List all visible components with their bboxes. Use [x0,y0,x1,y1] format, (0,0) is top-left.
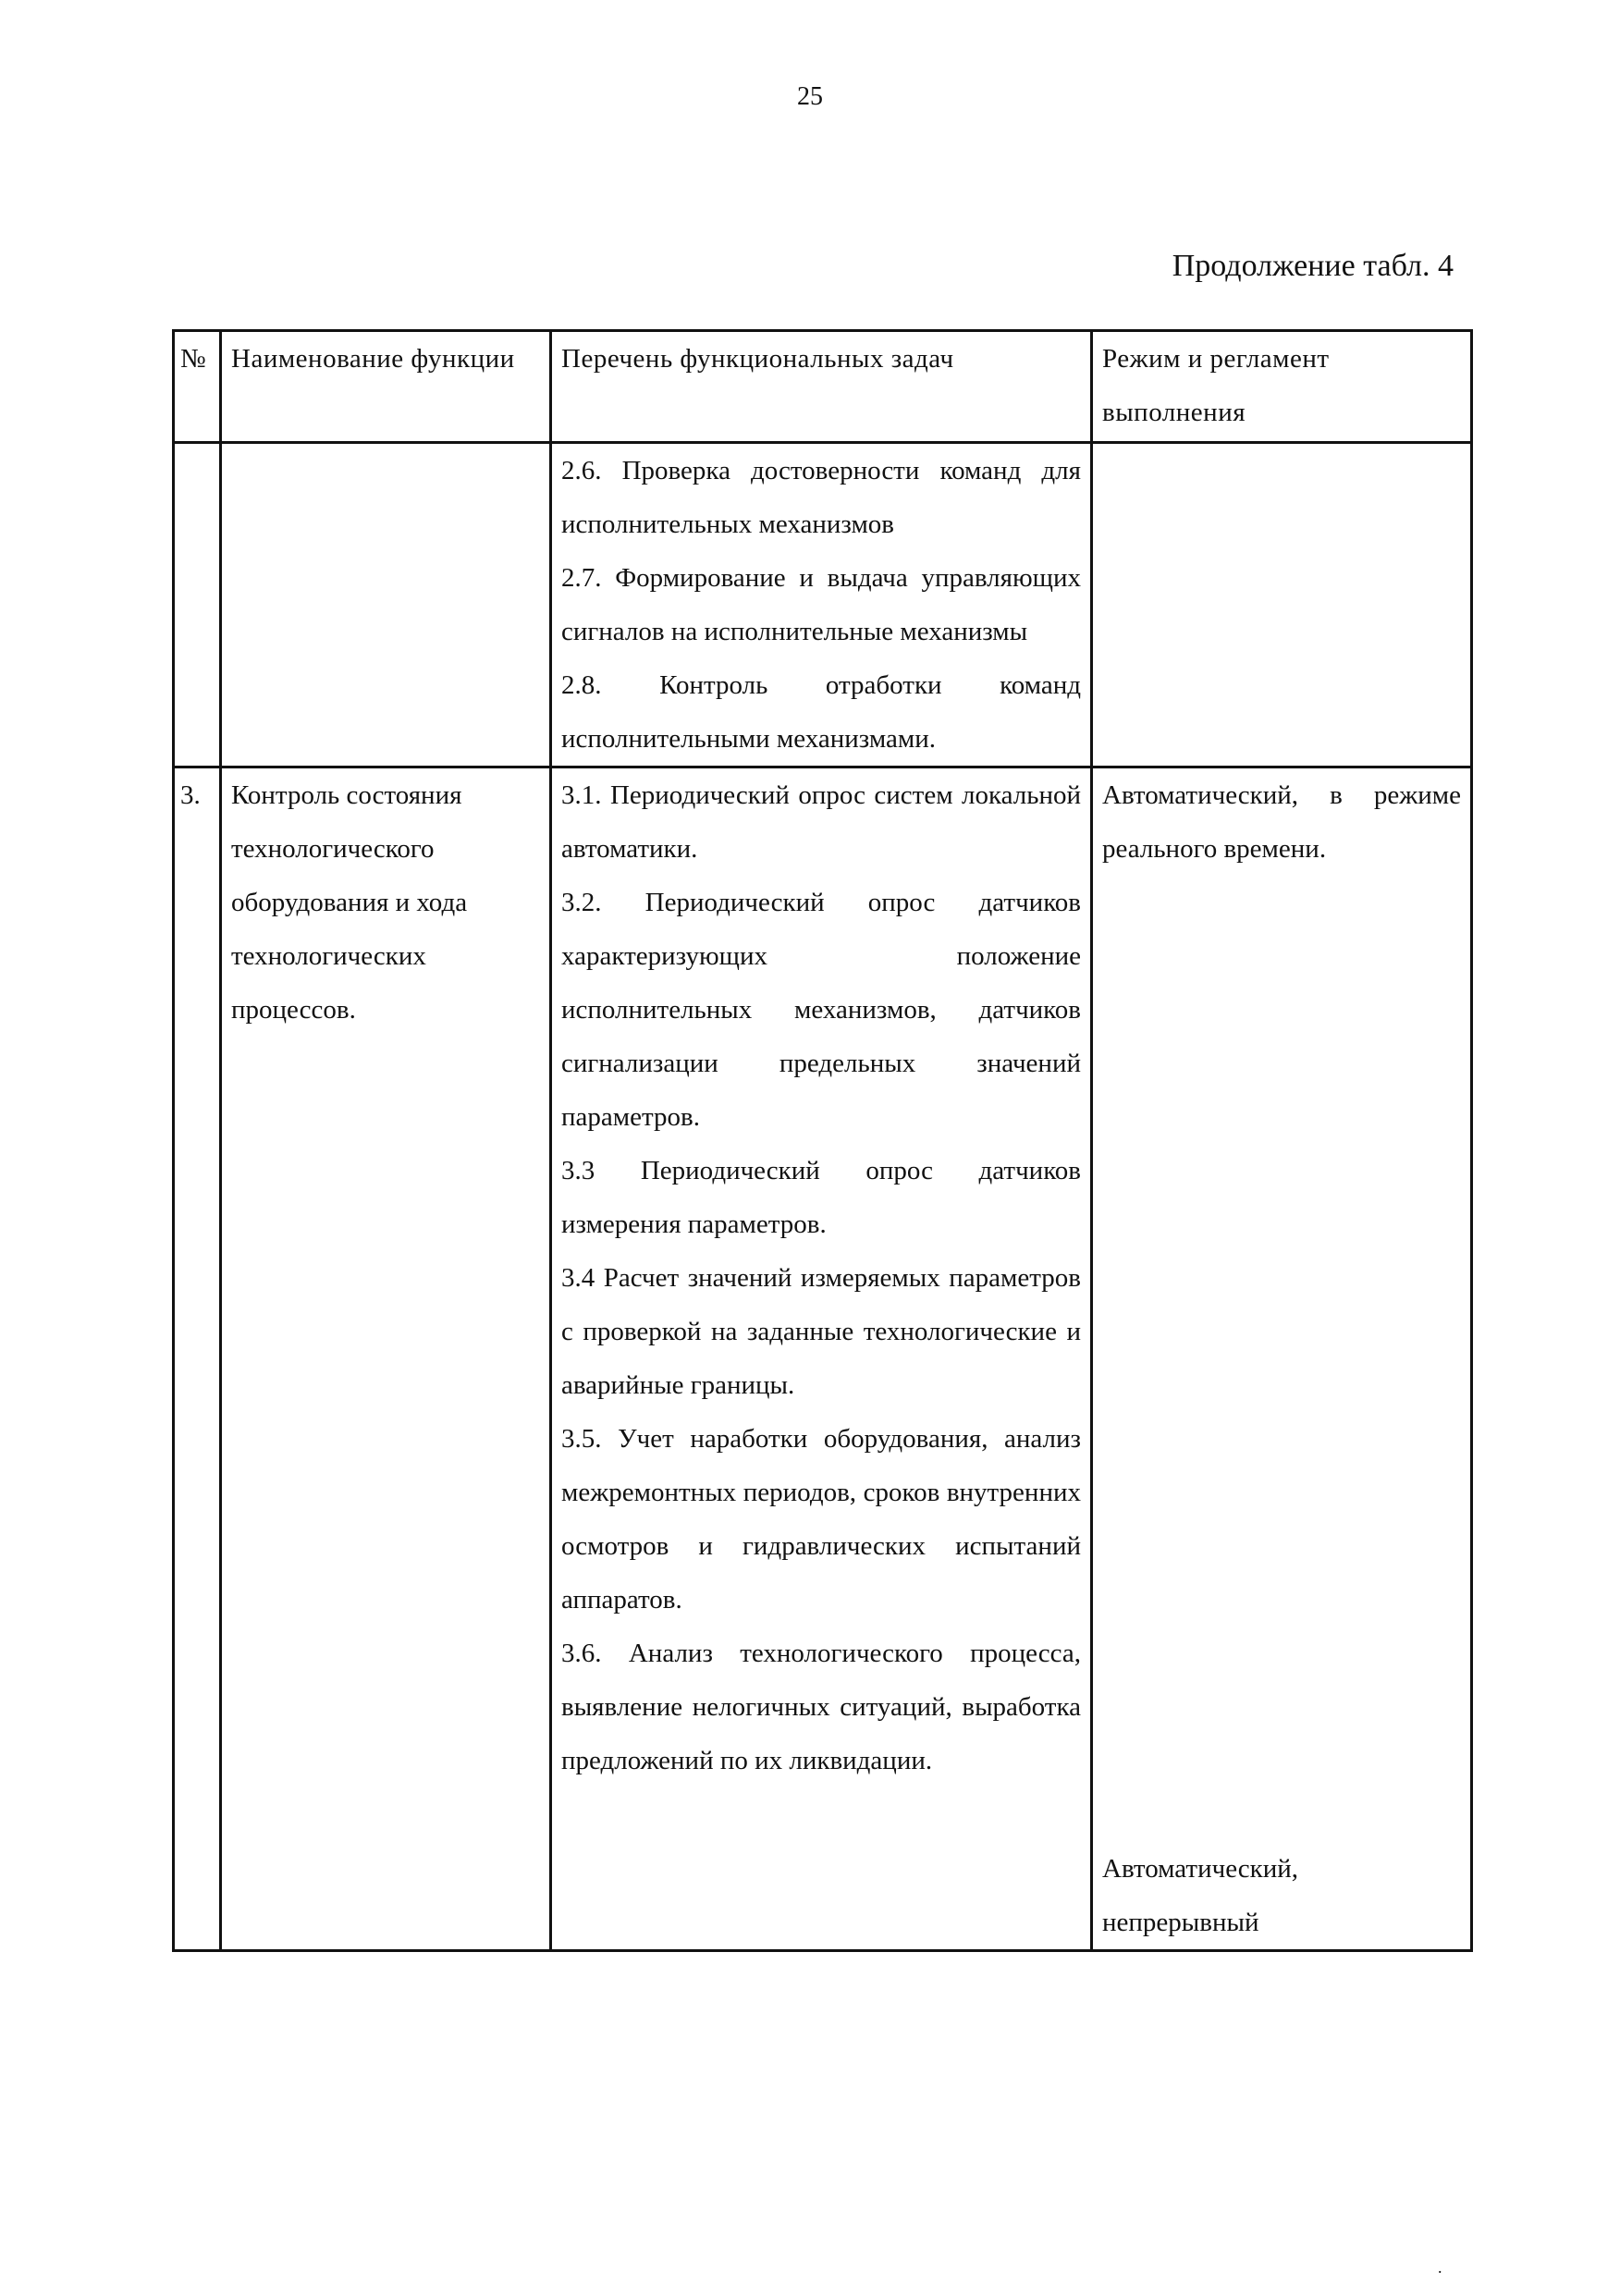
row-number: 3. [174,767,221,1951]
mode-text-secondary: Автоматический, непрерывный [1102,1854,1299,1937]
footer-mark: . [1438,2258,1442,2277]
header-mode: Режим и регламент выполнения [1092,331,1472,443]
functions-table [172,329,1473,1952]
row-mode [1092,443,1472,767]
row-number [174,443,221,767]
task-item: 3.4 Расчет значений измеряемых параметров с проверкой на заданные технологические и аварийные границы. [561,1263,1081,1400]
task-item: 2.6. Проверка достоверности команд для исполнительных механизмов [561,456,1081,539]
task-item: 3.3 Периодический опрос датчиков измерения параметров. [561,1156,1081,1239]
row-function-name: Контроль состояния технологического оборудования и хода технологических процессов. [221,767,551,1951]
task-item: 2.8. Контроль отработки команд исполнительными механизмами. [561,670,1081,754]
task-item: 2.7. Формирование и выдача управляющих сигналов на исполнительные механизмы [561,563,1081,646]
header-task-list: Перечень функциональных задач [551,331,1092,443]
row-function-name [221,443,551,767]
task-item: 3.1. Периодический опрос систем локальной автоматики. [561,780,1081,864]
table-row [174,443,1472,767]
table-header-row [174,331,1472,443]
row-task-list [551,443,1092,767]
task-item: 3.5. Учет наработки оборудования, анализ межремонтных периодов, сроков внутренних осмотров и гидравлических испытаний аппаратов. [561,1424,1081,1615]
task-item: 3.2. Периодический опрос датчиков характеризующих положение исполнительных механизмов, датчиков сигнализации предельных значений параметров. [561,888,1081,1132]
task-item: 3.6. Анализ технологического процесса, выявление нелогичных ситуаций, выработка предложений по их ликвидации. [561,1639,1081,1775]
row-task-list [551,767,1092,1951]
header-function-name: Наименование функции [221,331,551,443]
mode-spacer [1102,876,1461,1842]
page-number: 25 [797,82,823,111]
mode-text: Автоматический, в режиме реального времени. [1102,780,1461,864]
header-number: № [174,331,221,443]
table-row [174,767,1472,1951]
table-caption: Продолжение табл. 4 [1172,249,1454,283]
row-mode [1092,767,1472,1951]
